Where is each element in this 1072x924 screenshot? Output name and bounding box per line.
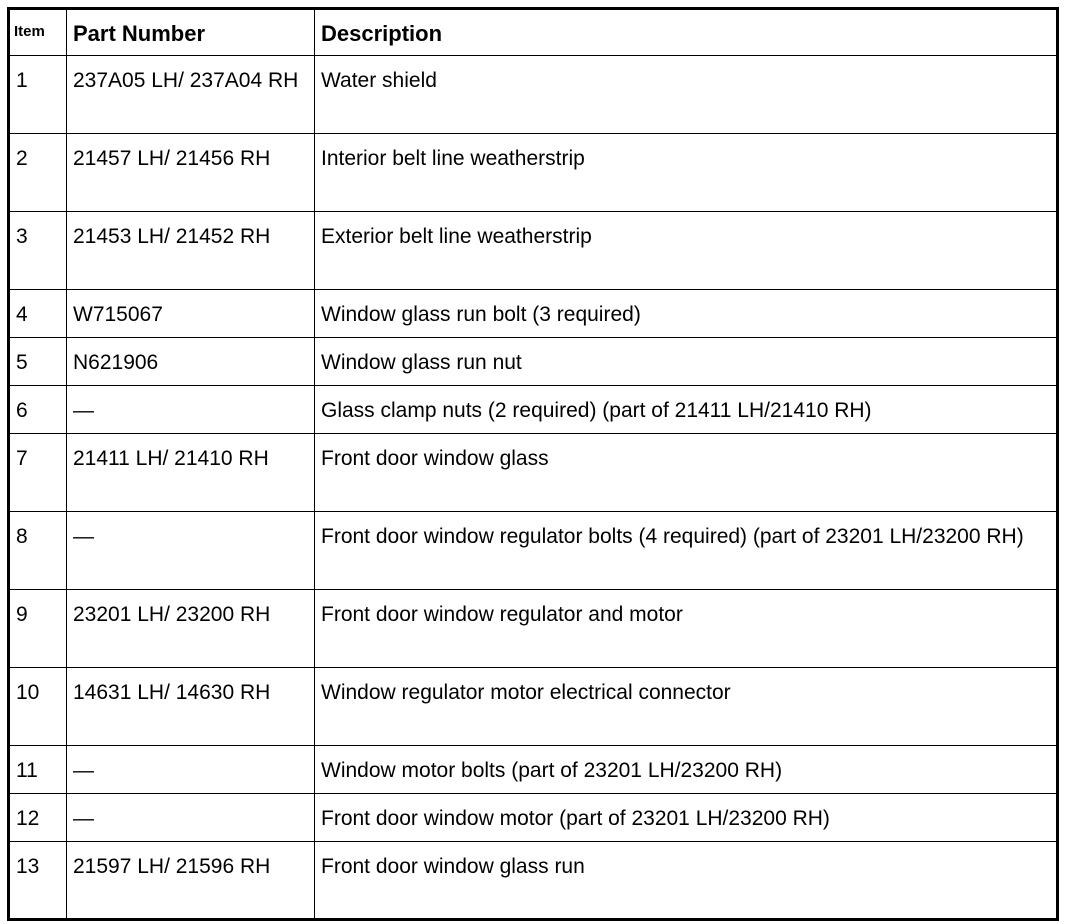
description-cell: Interior belt line weatherstrip [315, 134, 1058, 212]
description-cell: Window motor bolts (part of 23201 LH/23200 RH) [315, 746, 1058, 794]
part-number-cell: — [67, 512, 315, 590]
part-number-cell: 21457 LH/ 21456 RH [67, 134, 315, 212]
description-cell: Front door window regulator bolts (4 required) (part of 23201 LH/23200 RH) [315, 512, 1058, 590]
item-cell: 3 [9, 212, 67, 290]
description-cell: Front door window glass run [315, 842, 1058, 920]
table-row [9, 512, 1058, 590]
table-header-row [9, 9, 1058, 56]
header-part-number: Part Number [67, 9, 315, 56]
table-row [9, 56, 1058, 134]
table-row [9, 746, 1058, 794]
parts-table [7, 7, 1059, 921]
part-number-cell: 23201 LH/ 23200 RH [67, 590, 315, 668]
description-cell: Exterior belt line weatherstrip [315, 212, 1058, 290]
description-cell: Front door window motor (part of 23201 LH/23200 RH) [315, 794, 1058, 842]
description-cell: Water shield [315, 56, 1058, 134]
header-item: Item [9, 9, 67, 56]
item-cell: 7 [9, 434, 67, 512]
item-cell: 10 [9, 668, 67, 746]
table-row [9, 590, 1058, 668]
table-row [9, 134, 1058, 212]
description-cell: Front door window regulator and motor [315, 590, 1058, 668]
item-cell: 5 [9, 338, 67, 386]
part-number-cell: 14631 LH/ 14630 RH [67, 668, 315, 746]
part-number-cell: 21597 LH/ 21596 RH [67, 842, 315, 920]
item-cell: 2 [9, 134, 67, 212]
part-number-cell: — [67, 746, 315, 794]
part-number-cell: N621906 [67, 338, 315, 386]
part-number-cell: 21411 LH/ 21410 RH [67, 434, 315, 512]
item-cell: 8 [9, 512, 67, 590]
table-row [9, 290, 1058, 338]
table-row [9, 842, 1058, 920]
description-cell: Glass clamp nuts (2 required) (part of 21411 LH/21410 RH) [315, 386, 1058, 434]
description-cell: Front door window glass [315, 434, 1058, 512]
item-cell: 6 [9, 386, 67, 434]
part-number-cell: W715067 [67, 290, 315, 338]
description-cell: Window glass run bolt (3 required) [315, 290, 1058, 338]
description-cell: Window regulator motor electrical connector [315, 668, 1058, 746]
item-cell: 13 [9, 842, 67, 920]
table-row [9, 794, 1058, 842]
item-cell: 1 [9, 56, 67, 134]
item-cell: 12 [9, 794, 67, 842]
description-cell: Window glass run nut [315, 338, 1058, 386]
table-row [9, 338, 1058, 386]
part-number-cell: 237A05 LH/ 237A04 RH [67, 56, 315, 134]
part-number-cell: — [67, 386, 315, 434]
item-cell: 11 [9, 746, 67, 794]
table-row [9, 434, 1058, 512]
part-number-cell: 21453 LH/ 21452 RH [67, 212, 315, 290]
part-number-cell: — [67, 794, 315, 842]
table-row [9, 668, 1058, 746]
table-row [9, 386, 1058, 434]
header-description: Description [315, 9, 1058, 56]
table-row [9, 212, 1058, 290]
item-cell: 9 [9, 590, 67, 668]
item-cell: 4 [9, 290, 67, 338]
